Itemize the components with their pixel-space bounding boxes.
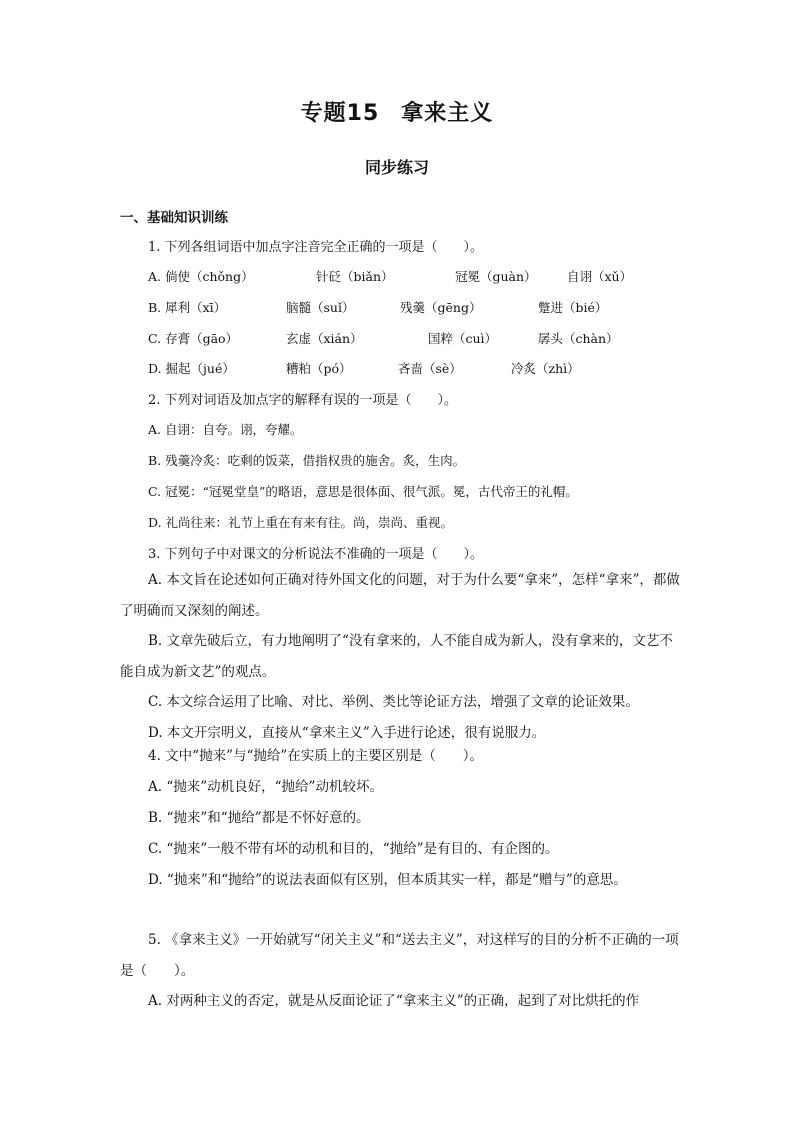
- q2-option-a: A. 自诩：自夸。诩，夸耀。: [148, 422, 303, 437]
- q2-option-c: C. 冠冕：“冠冕堂皇”的略语，意思是很体面、很气派。冕，古代帝王的礼帽。: [148, 484, 578, 499]
- q1-d-word-3: 吝啬（sè）: [398, 361, 462, 376]
- q4-option-a: A. “抛来”动机良好，“抛给”动机较坏。: [148, 779, 383, 795]
- q1-c-word-3: 国粹（cuì）: [428, 331, 498, 346]
- question-5-stem: 5. 《拿来主义》一开始就写“闭关主义”和“送去主义”，对这样写的目的分析不正确的一项是（ ）。: [120, 932, 679, 979]
- q1-b-word-4: 蹩进（bié）: [538, 300, 608, 315]
- title-part-1: 专题15: [300, 101, 380, 126]
- q1-c-word-1: C. 存膏（gāo）: [148, 331, 239, 346]
- q3-option-c: C. 本文综合运用了比喻、对比、举例、类比等论证方法，增强了文章的论证效果。: [148, 694, 639, 710]
- q1-a-word-2: 针砭（biǎn）: [316, 269, 394, 284]
- q1-b-word-2: 脑髓（suǐ）: [286, 300, 355, 315]
- q1-d-word-4: 冷炙（zhì）: [511, 361, 580, 376]
- q5-option-a: A. 对两种主义的否定，就是从反面论证了“拿来主义”的正确，起到了对比烘托的作: [148, 993, 640, 1009]
- q3-option-d: D. 本文开宗明义，直接从“拿来主义”入手进行论述，很有说服力。: [148, 725, 546, 741]
- q1-a-word-3: 冠冕（guàn）: [455, 269, 537, 284]
- q4-option-c: C. “抛来”一般不带有坏的动机和目的，“抛给”是有目的、有企图的。: [148, 841, 559, 857]
- q1-a-word-4: 自诩（xǔ）: [567, 269, 633, 284]
- q1-d-word-2: 糟粕（pó）: [286, 361, 352, 376]
- q1-c-word-2: 玄虚（xián）: [286, 331, 363, 346]
- q3-option-b: B. 文章先破后立，有力地阐明了“没有拿来的，人不能自成为新人，没有拿来的，文艺不能自成为新文艺”的观点。: [120, 633, 673, 680]
- question-3-stem: 3. 下列句子中对课文的分析说法不准确的一项是（ ）。: [148, 547, 484, 562]
- question-4-stem: 4. 文中“抛来”与“抛给”在实质上的主要区别是（ ）。: [148, 748, 484, 764]
- page-title: [0, 96, 794, 127]
- question-1-stem: 1. 下列各组词语中加点字注音完全正确的一项是（ ）。: [148, 240, 484, 255]
- section-heading: 一、基础知识训练: [120, 210, 228, 226]
- q3-option-a: A. 本文旨在论述如何正确对待外国文化的问题，对于为什么要“拿来”，怎样“拿来”，都做了明确而又深刻的阐述。: [120, 572, 680, 619]
- question-2-stem: 2. 下列对词语及加点字的解释有误的一项是（ ）。: [148, 393, 458, 408]
- q4-option-d: D. “抛来”和“抛给”的说法表面似有区别，但本质其实一样，都是“赠与”的意思。: [148, 872, 627, 888]
- page-subtitle: 同步练习: [364, 158, 429, 177]
- q1-b-word-1: B. 犀利（xī）: [148, 300, 227, 315]
- q1-d-word-1: D. 掘起（jué）: [148, 361, 235, 376]
- q2-option-b: B. 残羹冷炙：吃剩的饭菜，借指权贵的施舍。炙，生肉。: [148, 453, 466, 468]
- q1-a-word-1: A. 倘使（chǒng）: [148, 269, 254, 284]
- q2-option-d: D. 礼尚往来：礼节上重在有来有往。尚，崇尚、重视。: [148, 515, 454, 530]
- q1-b-word-3: 残羹（gēng）: [400, 300, 482, 315]
- title-part-2: 拿来主义: [401, 101, 494, 126]
- q1-c-word-4: 孱头（chàn）: [538, 331, 619, 346]
- q4-option-b: B. “抛来”和“抛给”都是不怀好意的。: [148, 810, 370, 826]
